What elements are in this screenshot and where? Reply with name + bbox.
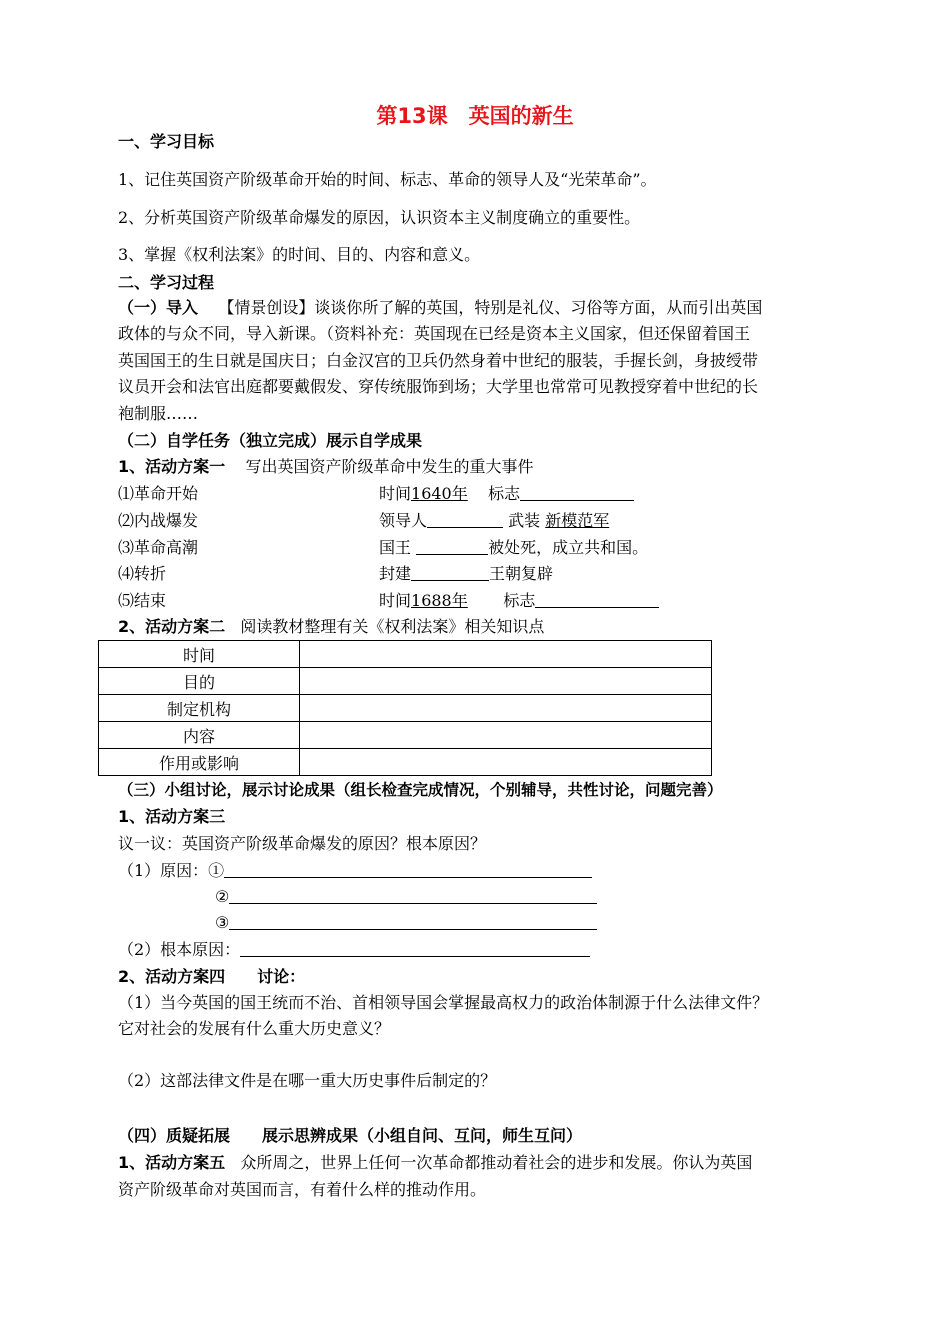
event-1-label: ⑴革命开始: [118, 484, 199, 503]
intro-label: （一）导入: [118, 298, 199, 317]
intro-line-1: [118, 298, 762, 318]
event-2-army: 新模范军: [545, 511, 610, 530]
event-4-blank[interactable]: [411, 564, 489, 581]
plan4-question-1b: 它对社会的发展有什么重大历史意义？: [118, 1019, 391, 1038]
plan4-question-1a: （1）当今英国的国王统而不治、首相领导国会掌握最高权力的政治体制源于什么法律文件？: [118, 993, 769, 1012]
table-row: [99, 668, 712, 695]
row-label-purpose: 目的: [99, 668, 300, 695]
reason-2: ②: [215, 887, 597, 907]
event-5-blank[interactable]: [535, 591, 659, 608]
reason-1-blank[interactable]: [224, 861, 592, 878]
row-label-impact: 作用或影响: [99, 749, 300, 776]
plan2-line: [118, 617, 544, 637]
intro-text: 【情景创设】谈谈你所了解的英国，特别是礼仪、习俗等方面，从而引出英国: [218, 298, 763, 317]
plan1-line: [118, 457, 534, 477]
table-row: [99, 641, 712, 668]
event-4: [118, 564, 554, 584]
event-5: [118, 591, 536, 611]
event-1-blank[interactable]: [520, 484, 634, 501]
reason-2-blank[interactable]: [229, 887, 597, 904]
answer-cell[interactable]: [300, 695, 712, 722]
goal-1: 1、记住英国资产阶级革命开始的时间、标志、革命的领导人及“光荣革命”。: [118, 170, 657, 189]
event-2: [118, 511, 610, 531]
row-label-institution: 制定机构: [99, 695, 300, 722]
event-4-label: ⑷转折: [118, 564, 167, 583]
answer-cell[interactable]: [300, 668, 712, 695]
answer-cell[interactable]: [300, 641, 712, 668]
plan3-label: 1、活动方案三: [118, 807, 226, 826]
row-label-content: 内容: [99, 722, 300, 749]
root-reason: （2）根本原因：: [118, 940, 590, 960]
intro-line-2: 政体的与众不同，导入新课。（资料补充：英国现在已经是资本主义国家，但还保留着国王: [118, 324, 751, 343]
bill-of-rights-table: [98, 640, 712, 776]
event-3: [118, 538, 649, 558]
root-reason-blank[interactable]: [240, 940, 590, 957]
event-3-label: ⑶革命高潮: [118, 538, 199, 557]
plan5-line-2: 资产阶级革命对英国而言，有着什么样的推动作用。: [118, 1180, 487, 1199]
reason-3-blank[interactable]: [229, 913, 597, 930]
plan2-label: 2、活动方案二: [118, 617, 226, 636]
event-2-detail: 领导人 武装 新模范军: [379, 511, 610, 530]
event-1-year: 1640年: [411, 484, 468, 503]
intro-line-3: 英国国王的生日就是国庆日；白金汉宫的卫兵仍然身着中世纪的服装，手握长剑，身披绶带: [118, 351, 759, 370]
intro-line-4: 议员开会和法官出庭都要戴假发、穿传统服饰到场；大学里也常常可见教授穿着中世纪的长: [118, 377, 759, 396]
plan4-question-2: （2）这部法律文件是在哪一重大历史事件后制定的？: [118, 1071, 497, 1090]
self-study-heading: （二）自学任务（独立完成）展示自学成果: [118, 431, 423, 450]
event-1: [118, 484, 521, 504]
table-row: [99, 695, 712, 722]
plan1-text: 写出英国资产阶级革命中发生的重大事件: [245, 457, 534, 476]
extension-heading: （四）质疑拓展 展示思辨成果（小组自问、互问，师生互问）: [118, 1126, 583, 1145]
reason-1: （1）原因：①: [118, 861, 592, 881]
plan5-label: 1、活动方案五: [118, 1153, 226, 1172]
event-5-label: ⑸结束: [118, 591, 167, 610]
plan5-text: 众所周之，世界上任何一次革命都推动着社会的进步和发展。你认为英国: [240, 1153, 753, 1172]
event-3-blank[interactable]: [416, 538, 488, 555]
table-row: [99, 722, 712, 749]
goal-3: 3、掌握《权利法案》的时间、目的、内容和意义。: [118, 245, 481, 264]
plan5-line-1: [118, 1153, 752, 1173]
learning-goals-heading: 一、学习目标: [118, 132, 215, 151]
plan3-question: 议一议：英国资产阶级革命爆发的原因？根本原因？: [118, 834, 487, 853]
row-label-time: 时间: [99, 641, 300, 668]
event-4-detail: 封建 王朝复辟: [379, 564, 554, 583]
group-discussion-heading: （三）小组讨论，展示讨论成果（组长检查完成情况，个别辅导，共性讨论，问题完善）: [118, 781, 723, 799]
event-2-label: ⑵内战爆发: [118, 511, 199, 530]
page-title: 第13课 英国的新生: [376, 104, 574, 128]
plan2-text: 阅读教材整理有关《权利法案》相关知识点: [240, 617, 545, 636]
goal-2: 2、分析英国资产阶级革命爆发的原因，认识资本主义制度确立的重要性。: [118, 208, 641, 227]
reason-3: ③: [215, 913, 597, 933]
learning-process-heading: 二、学习过程: [118, 273, 215, 292]
event-3-detail: 国王 被处死，成立共和国。: [379, 538, 649, 557]
event-5-year: 1688年: [411, 591, 468, 610]
answer-cell[interactable]: [300, 749, 712, 776]
table-row: [99, 749, 712, 776]
event-1-detail: 时间1640年 标志: [379, 484, 634, 504]
event-5-detail: 时间1688年 标志: [379, 591, 659, 611]
intro-line-5: 袍制服……: [118, 404, 199, 423]
answer-cell[interactable]: [300, 722, 712, 749]
plan1-label: 1、活动方案一: [118, 457, 226, 476]
event-2-blank[interactable]: [427, 511, 503, 528]
plan4-label: 2、活动方案四 讨论：: [118, 967, 306, 986]
